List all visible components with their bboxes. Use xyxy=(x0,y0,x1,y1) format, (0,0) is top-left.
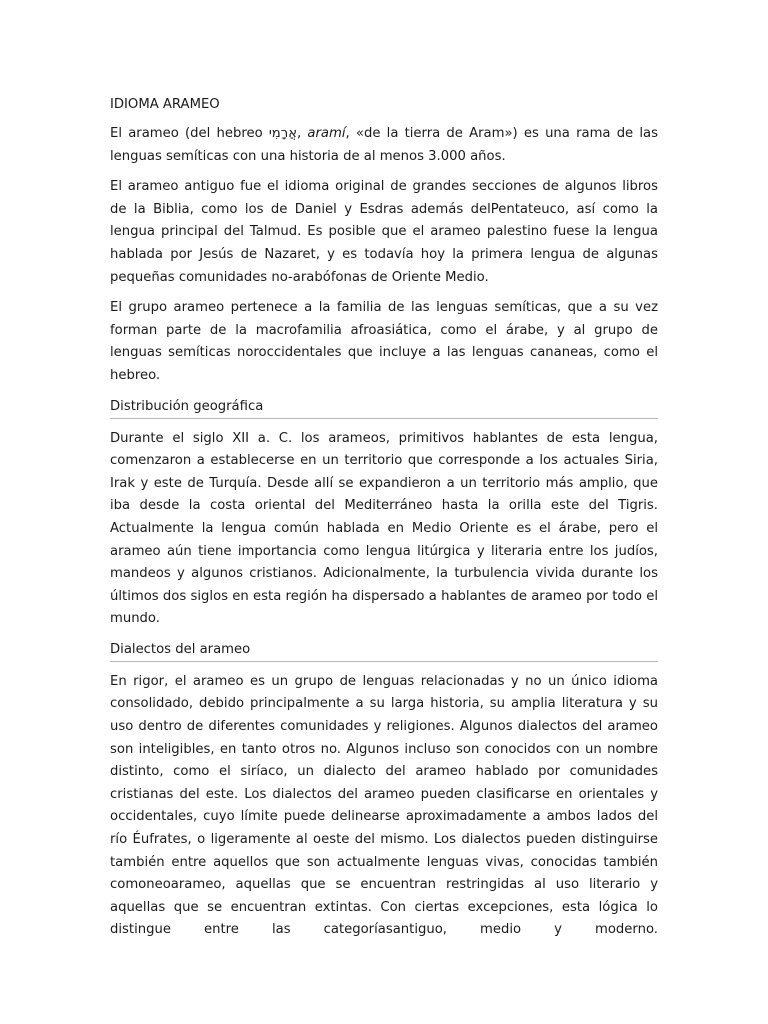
section-body-distribucion: Durante el siglo XII a. C. los arameos, primitivos hablantes de esta lengua, comenzaron a establecerse en un territorio que corresponde a los actuales Siria, Irak y este de Turquía. Desde allí se expandieron a un territorio más amplio, que iba desde la costa oriental del Mediterráneo hasta la orilla este del Tigris. Actualmente la lengua común hablada en Medio Oriente es el árabe, pero el arameo aún tiene importancia como lengua litúrgica y literaria entre los judíos, mandeos y algunos cristianos. Adicionalmente, la turbulencia vivida durante los últimos dos siglos en esta región ha dispersado a hablantes de arameo por todo el mundo. xyxy=(110,430,658,627)
document-page xyxy=(110,94,658,950)
intro-paragraph xyxy=(110,123,658,168)
section-body-dialectos: En rigor, el arameo es un grupo de lenguas relacionadas y no un único idioma consolidado, debido principalmente a su larga historia, su amplia literatura y su uso dentro de diferentes comunidades y religiones. Algunos dialectos del arameo son inteligibles, en tanto otros no. Algunos incluso son conocidos con un nombre distinto, como el siríaco, un dialecto del arameo hablado por comunidades cristianas del este. Los dialectos del arameo pueden clasificarse en orientales y occidentales, cuyo límite puede delinearse aproximadamente a ambos lados del río Éufrates, o ligeramente al oeste del mismo. Los dialectos pueden distinguirse también entre aquellos que son actualmente lenguas vivas, conocidas también comoneoarameo, aquellas que se encuentran restringidas al uso literario y aquellas que se encuentran extintas. Con ciertas excepciones, esta lógica lo distingue entre las categoríasantiguo, medio y moderno. xyxy=(110,673,658,938)
section-heading-distribucion: Distribución geográfica xyxy=(110,396,658,419)
intro-comma: , xyxy=(297,126,308,141)
intro-hebrew-word: אֲרָמִי xyxy=(268,126,298,141)
intro-before-hebrew: El arameo (del hebreo xyxy=(110,126,269,141)
intro-italic-word: aramí xyxy=(307,126,346,141)
intro-after: , «de la tierra de Aram») es una rama de las lenguas semíticas con una historia de al menos 3.000 años. xyxy=(110,126,658,164)
document-title: IDIOMA ARAMEO xyxy=(110,97,220,112)
section-heading-dialectos: Dialectos del arameo xyxy=(110,639,658,662)
paragraph-grupo: El grupo arameo pertenece a la familia de las lenguas semíticas, que a su vez forman parte de la macrofamilia afroasiática, como el árabe, y al grupo de lenguas semíticas noroccidentales que incluye a las lenguas cananeas, como el hebreo. xyxy=(110,300,658,383)
paragraph-biblia: El arameo antiguo fue el idioma original de grandes secciones de algunos libros de la Biblia, como los de Daniel y Esdras además delPentateuco, así como la lengua principal del Talmud. Es posible que el arameo palestino fuese la lengua hablada por Jesús de Nazaret, y es todavía hoy la primera lengua de algunas pequeñas comunidades no-arabófonas de Oriente Medio. xyxy=(110,179,658,285)
